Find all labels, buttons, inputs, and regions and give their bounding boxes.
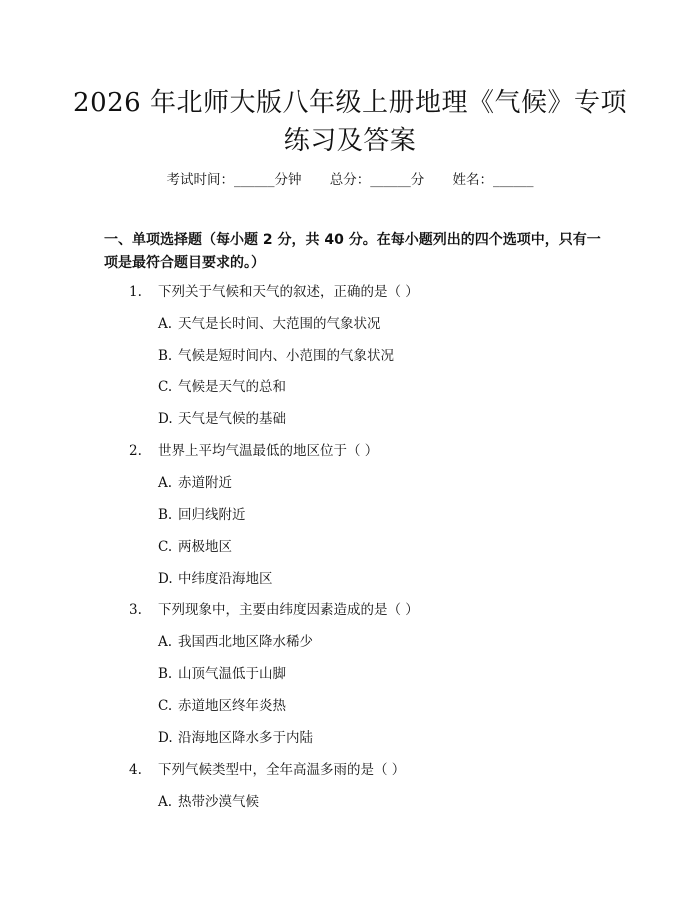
question-4-option-a bbox=[158, 793, 259, 811]
question-4 bbox=[129, 761, 405, 779]
question-number: 1. bbox=[129, 284, 142, 300]
question-1-option-a bbox=[158, 315, 381, 333]
option-letter: D. bbox=[158, 730, 173, 746]
option-text: 中纬度沿海地区 bbox=[178, 571, 273, 587]
document-title: 2026 年北师大版八年级上册地理《气候》专项练习及答案 bbox=[73, 88, 627, 156]
option-text: 回归线附近 bbox=[178, 507, 246, 523]
option-letter: A. bbox=[158, 475, 173, 491]
question-text: 下列气候类型中，全年高温多雨的是（ ） bbox=[158, 762, 406, 778]
question-2-option-a bbox=[158, 474, 232, 492]
option-letter: A. bbox=[158, 316, 173, 332]
question-1 bbox=[129, 283, 419, 301]
exam-meta bbox=[0, 168, 700, 188]
question-3 bbox=[129, 601, 419, 619]
question-2-option-b bbox=[158, 506, 246, 524]
question-number: 3. bbox=[129, 602, 142, 618]
option-text: 气候是天气的总和 bbox=[178, 379, 286, 395]
exam-time-label: 考试时间：______分钟 bbox=[166, 172, 302, 188]
question-3-option-a bbox=[158, 633, 313, 651]
question-2-option-d bbox=[158, 570, 273, 588]
question-2-option-c bbox=[158, 538, 232, 556]
option-letter: B. bbox=[158, 348, 173, 364]
option-letter: C. bbox=[158, 539, 173, 555]
section-heading: 一、单项选择题（每小题 2 分，共 40 分。在每小题列出的四个选项中，只有一项是最符合题目要求的。） bbox=[104, 232, 601, 271]
option-letter: B. bbox=[158, 507, 173, 523]
question-text: 下列关于气候和天气的叙述，正确的是（ ） bbox=[158, 284, 419, 300]
option-text: 热带沙漠气候 bbox=[178, 794, 259, 810]
question-number: 2. bbox=[129, 443, 142, 459]
option-letter: B. bbox=[158, 666, 173, 682]
option-letter: A. bbox=[158, 794, 173, 810]
question-3-option-c bbox=[158, 697, 286, 715]
question-1-option-b bbox=[158, 347, 394, 365]
question-text: 世界上平均气温最低的地区位于（ ） bbox=[158, 443, 379, 459]
question-text: 下列现象中，主要由纬度因素造成的是（ ） bbox=[158, 602, 419, 618]
question-2 bbox=[129, 442, 378, 460]
option-text: 我国西北地区降水稀少 bbox=[178, 634, 313, 650]
question-3-option-d bbox=[158, 729, 313, 747]
question-number: 4. bbox=[129, 762, 142, 778]
option-letter: C. bbox=[158, 379, 173, 395]
question-1-option-c bbox=[158, 378, 286, 396]
option-text: 赤道附近 bbox=[178, 475, 232, 491]
name-label: 姓名：______ bbox=[452, 172, 534, 188]
option-letter: D. bbox=[158, 571, 173, 587]
option-text: 气候是短时间内、小范围的气象状况 bbox=[178, 348, 394, 364]
total-score-label: 总分：______分 bbox=[329, 172, 425, 188]
option-letter: D. bbox=[158, 411, 173, 427]
option-text: 沿海地区降水多于内陆 bbox=[178, 730, 313, 746]
option-text: 天气是长时间、大范围的气象状况 bbox=[178, 316, 381, 332]
option-text: 山顶气温低于山脚 bbox=[178, 666, 286, 682]
option-text: 两极地区 bbox=[178, 539, 232, 555]
question-3-option-b bbox=[158, 665, 286, 683]
option-text: 赤道地区终年炎热 bbox=[178, 698, 286, 714]
option-text: 天气是气候的基础 bbox=[178, 411, 286, 427]
question-1-option-d bbox=[158, 410, 286, 428]
option-letter: A. bbox=[158, 634, 173, 650]
option-letter: C. bbox=[158, 698, 173, 714]
